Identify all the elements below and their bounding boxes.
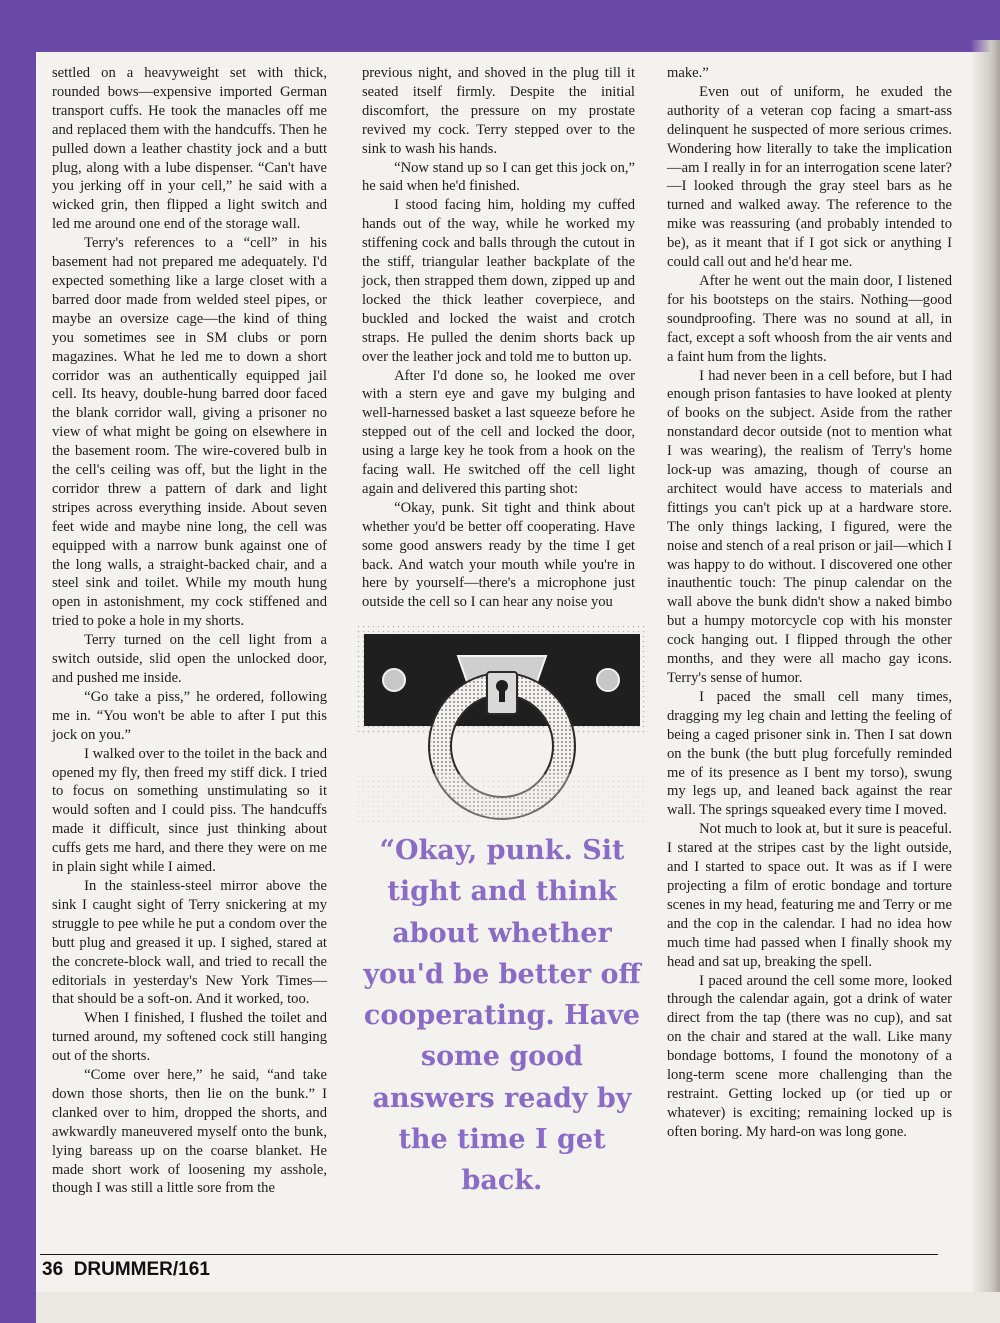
paragraph: In the stainless-steel mirror above the sink I caught sight of Terry snickering at my struggle to pee while he put a condom over the butt plug and greased it up. I sighed, stared at the concrete-block wall, and tried to recall the editorials in yesterday's New York Times—that should be a soft-on. And it worked, too.: [52, 877, 327, 1008]
paragraph: Terry's references to a “cell” in his basement had not prepared me adequately. I'd expected something like a large closet with a barred door made from welded steel pipes, or maybe an oversize cage—the kind of thing you sometimes see in SM clubs or porn magazines. What he led me to down a short corridor was an authentically equipped jail cell. Its heavy, double-hung barred door faced the blank corridor wall, giving a prisoner no view of what might be going on elsewhere in the basement room. The wire-covered bulb in the cell's ceiling was off, but the light in the corridor threw a pattern of dark and light stripes across everything inside. About seven feet wide and maybe nine long, the cell was equipped with a narrow bunk against one of the long walls, a straight-backed chair, and a steel sink and toilet. While my mouth hung open in astonishment, my cock stiffened and tried to poke a hole in my shorts.: [52, 235, 327, 630]
top-color-band: [0, 0, 1000, 52]
page-folio: 36 DRUMMER/161: [42, 1259, 210, 1280]
paragraph: I paced the small cell many times, dragging my leg chain and letting the feeling of being a caged prisoner sink in. Then I sat down on the bunk (the butt plug forcefully reminded me of its presence as I bent my torso), swung my legs up, and leaned back against the rear wall. The springs squeaked every time I moved.: [667, 688, 952, 819]
article-column-1: [52, 64, 327, 1198]
chastity-ring-icon: [356, 624, 648, 824]
pull-quote: “Okay, punk. Sit tight and think about whether you'd be better off cooperating. Have some good answers ready by the time I get back.: [363, 835, 641, 1197]
left-color-band: [0, 0, 36, 1323]
paragraph: “Go take a piss,” he ordered, following me in. “You won't be able to after I put this jock on you.”: [52, 688, 327, 743]
article-column-3: [667, 64, 952, 1142]
article-column-2: [362, 64, 635, 612]
paragraph: Not much to look at, but it sure is peaceful. I stared at the stripes cast by the light outside, and I started to space out. It was as if I were projecting a film of erotic bondage and torture scenes in my head, featuring me and Terry or me and the cop in the calendar. I had no idea how much time had passed when I finally shook my head and sat up, breaking the spell.: [667, 821, 952, 970]
paragraph: “Come over here,” he said, “and take down those shorts, then lie on the bunk.” I clanked over to him, dropped the shorts, and awkwardly maneuvered myself onto the bunk, lying bareass up on the coarse blanket. He made short work of loosening my asshole, though I was still a little sore from the: [52, 1067, 327, 1197]
page-bottom-margin: [36, 1292, 1000, 1323]
paragraph: previous night, and shoved in the plug till it seated itself firmly. Despite the initial discomfort, the pressure on my prostate revived my cock. Terry stepped over to the sink to wash his hands.: [362, 65, 635, 157]
paragraph: When I finished, I flushed the toilet and turned around, my softened cock still hanging out of the shorts.: [52, 1010, 327, 1065]
paragraph: I stood facing him, holding my cuffed hands out of the way, while he worked my stiffening cock and balls through the cutout in the stiff, triangular leather backplate of the jock, then strapped them down, zipped up and locked the thick leather coverpiece, and buckled and locked the waist and crotch straps. He pulled the denim shorts back up over the leather jock and told me to button up.: [362, 197, 635, 365]
paragraph: “Okay, punk. Sit tight and think about whether you'd be better off cooperating. Have some good answers ready by the time I get back. And watch your mouth while you're in here by yourself—there's a microphone just outside the cell so I can hear any noise you: [362, 499, 635, 611]
paragraph: “Now stand up so I can get this jock on,” he said when he'd finished.: [362, 159, 635, 195]
paragraph: settled on a heavyweight set with thick, rounded bows—expensive imported German transport cuffs. He took the manacles off me and replaced them with the handcuffs. Then he pulled down a leather chastity jock and a butt plug, along with a lube dispenser. “Can't have you jerking off in your cell,” he said with a wicked grin, then flipped a light switch and led me around one end of the storage wall.: [52, 65, 327, 233]
paragraph: I had never been in a cell before, but I had enough prison fantasies to have looked at plenty of books on the subject. Aside from the rather nonstandard decor outside (not to mention what I was wearing), the realism of Terry's home lock-up was amazing, though of course an architect would have access to materials and fittings you can't pick up at a hardware store. The only things lacking, I figured, were the noise and stench of a real prison or jail—which I was happy to do without. I discovered one other inauthentic touch: The pinup calendar on the wall above the bunk didn't show a naked bimbo but a humpy motorcycle cop with his monster cock hanging out. I flipped through the other months, and they were all macho gay icons. Terry's sense of humor.: [667, 367, 952, 686]
page-gutter-shadow: [970, 40, 1000, 1323]
footer-rule: [40, 1254, 938, 1255]
paragraph: I paced around the cell some more, looked through the calendar again, got a drink of water direct from the tap (there was no cup), and sat on the chair and stared at the wall. Like many bondage bottoms, I found the monotony of a long-term scene more challenging than the restraint. Getting locked up (or tied up or whatever) is exciting; remaining locked up is often boring. My hard-on was long gone.: [667, 972, 952, 1140]
paragraph: Even out of uniform, he exuded the authority of a veteran cop facing a smart-ass delinquent he suspected of more serious crimes. Wondering how literally to take the implication—am I really in for an interrogation scene later?—I looked through the gray steel bars as he turned and walked away. The reference to the mike was reassuring (and probably intended to be), as it meant that if I got sick or anything I could call out and he'd hear me.: [667, 83, 952, 271]
paragraph: make.”: [667, 65, 709, 81]
paragraph: I walked over to the toilet in the back and opened my fly, then freed my stiff dick. I tried to focus on something unstimulating so it would soften and I could piss. The handcuffs made it difficult, since just thinking about cuffs gets me hard, and there they were on me in plain sight while I aimed.: [52, 745, 327, 876]
paragraph: Terry turned on the cell light from a switch outside, slid open the unlocked door, and pushed me inside.: [52, 632, 327, 686]
paragraph: After I'd done so, he looked me over with a stern eye and gave my bulging and well-harnessed basket a last squeeze before he stepped out of the cell and locked the door, using a large key he took from a hook on the facing wall. He switched off the cell light again and delivered this parting shot:: [362, 367, 635, 497]
paragraph: After he went out the main door, I listened for his bootsteps on the stairs. Nothing—good soundproofing. There was no sound at all, in fact, except a soft whoosh from the air vents and a faint hum from the lights.: [667, 272, 952, 365]
